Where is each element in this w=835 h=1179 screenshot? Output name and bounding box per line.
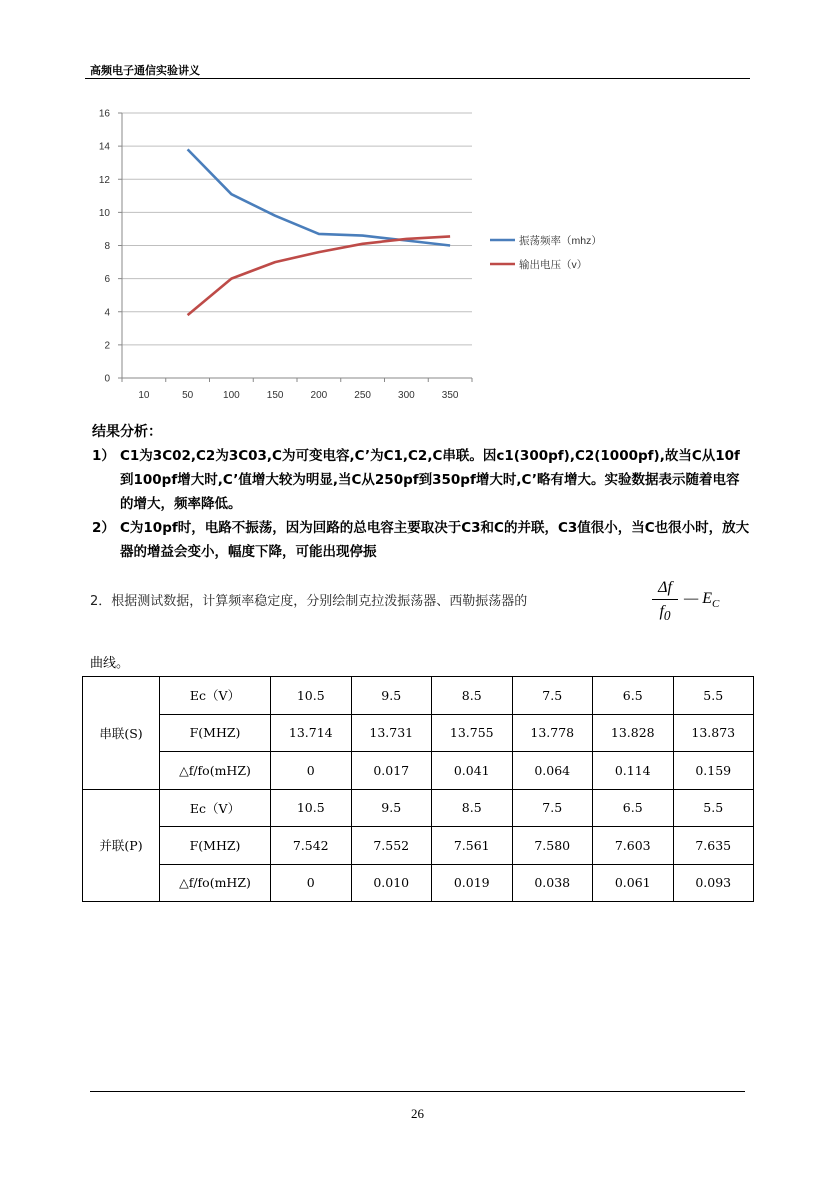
- parameter-cell: △f/fo(mHZ): [160, 752, 271, 790]
- value-cell: 0.038: [512, 864, 593, 902]
- formula-rest: [684, 590, 719, 610]
- value-cell: 7.635: [673, 827, 754, 865]
- legend-label: 输出电压（v）: [519, 259, 588, 271]
- group-label-cell: 串联(S): [83, 677, 160, 790]
- value-cell: 9.5: [351, 677, 432, 715]
- document-header: 高频电子通信实验讲义: [90, 64, 200, 77]
- value-cell: 5.5: [673, 677, 754, 715]
- y-tick-label: 12: [98, 174, 110, 186]
- y-tick-label: 0: [104, 373, 110, 385]
- analysis-title: 结果分析：: [92, 424, 162, 440]
- value-cell: 0.019: [432, 864, 513, 902]
- value-cell: 0.017: [351, 752, 432, 790]
- result-analysis: [92, 420, 752, 564]
- value-cell: 0: [271, 864, 352, 902]
- value-cell: 0.010: [351, 864, 432, 902]
- value-cell: 0.114: [593, 752, 674, 790]
- value-cell: 13.873: [673, 714, 754, 752]
- value-cell: 8.5: [432, 677, 513, 715]
- y-tick-label: 4: [104, 307, 110, 319]
- x-tick-label: 250: [354, 390, 371, 401]
- value-cell: 5.5: [673, 789, 754, 827]
- footer-rule: [90, 1091, 745, 1092]
- y-tick-label: 6: [104, 274, 110, 286]
- value-cell: 0.159: [673, 752, 754, 790]
- value-cell: 0.093: [673, 864, 754, 902]
- value-cell: 7.580: [512, 827, 593, 865]
- formula-rest-sub: C: [712, 598, 720, 611]
- formula-denominator: [652, 600, 678, 622]
- analysis-item-text: C1为3C02,C2为3C03,C为可变电容,C’为C1,C2,C串联。因c1(300pf),C2(1000pf),故当C从10f到100pf增大时,C’值增大较为明显,当C从250pf到350pf增大时,C’略有增大。实验数据表示随着电容的增大，频率降低。: [120, 448, 740, 512]
- value-cell: 8.5: [432, 789, 513, 827]
- x-tick-label: 350: [441, 390, 459, 401]
- task-tail: 曲线。: [90, 656, 130, 671]
- value-cell: 13.778: [512, 714, 593, 752]
- value-cell: 7.5: [512, 677, 593, 715]
- value-cell: 7.542: [271, 827, 352, 865]
- parameter-cell: Ec（V）: [160, 789, 271, 827]
- value-cell: 0.064: [512, 752, 593, 790]
- table-row: [83, 789, 754, 827]
- parameter-cell: F(MHZ): [160, 714, 271, 752]
- value-cell: 0.061: [593, 864, 674, 902]
- table-row: [83, 827, 754, 865]
- stability-formula: [652, 577, 742, 627]
- analysis-item-number: 2）: [92, 520, 115, 536]
- header-rule: [85, 78, 750, 79]
- group-label-cell: 并联(P): [83, 789, 160, 902]
- x-tick-label: 300: [398, 390, 415, 401]
- value-cell: 13.731: [351, 714, 432, 752]
- task-description: 2．根据测试数据，计算频率稳定度，分别绘制克拉泼振荡器、西勒振荡器的: [90, 594, 528, 609]
- formula-fraction: [652, 577, 678, 622]
- table-row: [83, 677, 754, 715]
- legend-label: 振荡频率（mhz）: [519, 235, 602, 247]
- analysis-item-2: [92, 516, 752, 564]
- value-cell: 13.755: [432, 714, 513, 752]
- table-row: [83, 752, 754, 790]
- value-cell: 7.552: [351, 827, 432, 865]
- value-cell: 13.828: [593, 714, 674, 752]
- series-line: [188, 236, 451, 315]
- value-cell: 9.5: [351, 789, 432, 827]
- formula-rest-text: — E: [684, 590, 712, 607]
- analysis-item-number: 1）: [92, 448, 115, 464]
- x-tick-label: 150: [266, 390, 284, 401]
- table-row: [83, 864, 754, 902]
- value-cell: 7.603: [593, 827, 674, 865]
- value-cell: 0.041: [432, 752, 513, 790]
- y-tick-label: 14: [98, 141, 110, 153]
- value-cell: 0: [271, 752, 352, 790]
- formula-den-text: f: [659, 603, 664, 620]
- x-tick-label: 10: [138, 390, 150, 401]
- value-cell: 6.5: [593, 789, 674, 827]
- parameter-cell: △f/fo(mHZ): [160, 864, 271, 902]
- value-cell: 10.5: [271, 677, 352, 715]
- formula-den-sub: 0: [663, 608, 671, 624]
- value-cell: 10.5: [271, 789, 352, 827]
- y-tick-label: 2: [104, 340, 110, 352]
- x-tick-label: 200: [310, 390, 328, 401]
- analysis-item-text: C为10pf时，电路不振荡，因为回路的总电容主要取决于C3和C的并联，C3值很小，当C也很小时，放大器的增益会变小，幅度下降，可能出现停振: [120, 520, 750, 560]
- value-cell: 7.5: [512, 789, 593, 827]
- parameter-cell: F(MHZ): [160, 827, 271, 865]
- analysis-item-1: [92, 444, 752, 516]
- parameter-cell: Ec（V）: [160, 677, 271, 715]
- series-line: [188, 149, 451, 245]
- table-row: [83, 714, 754, 752]
- y-tick-label: 10: [98, 207, 110, 219]
- value-cell: 6.5: [593, 677, 674, 715]
- x-tick-label: 100: [223, 390, 240, 401]
- value-cell: 7.561: [432, 827, 513, 865]
- measurement-table: [82, 676, 754, 902]
- line-chart: [85, 98, 645, 408]
- formula-numerator: Δf: [658, 579, 672, 596]
- page-number: 26: [411, 1106, 424, 1121]
- y-tick-label: 8: [104, 241, 110, 252]
- y-tick-label: 16: [98, 108, 110, 120]
- x-tick-label: 50: [182, 390, 194, 401]
- value-cell: 13.714: [271, 714, 352, 752]
